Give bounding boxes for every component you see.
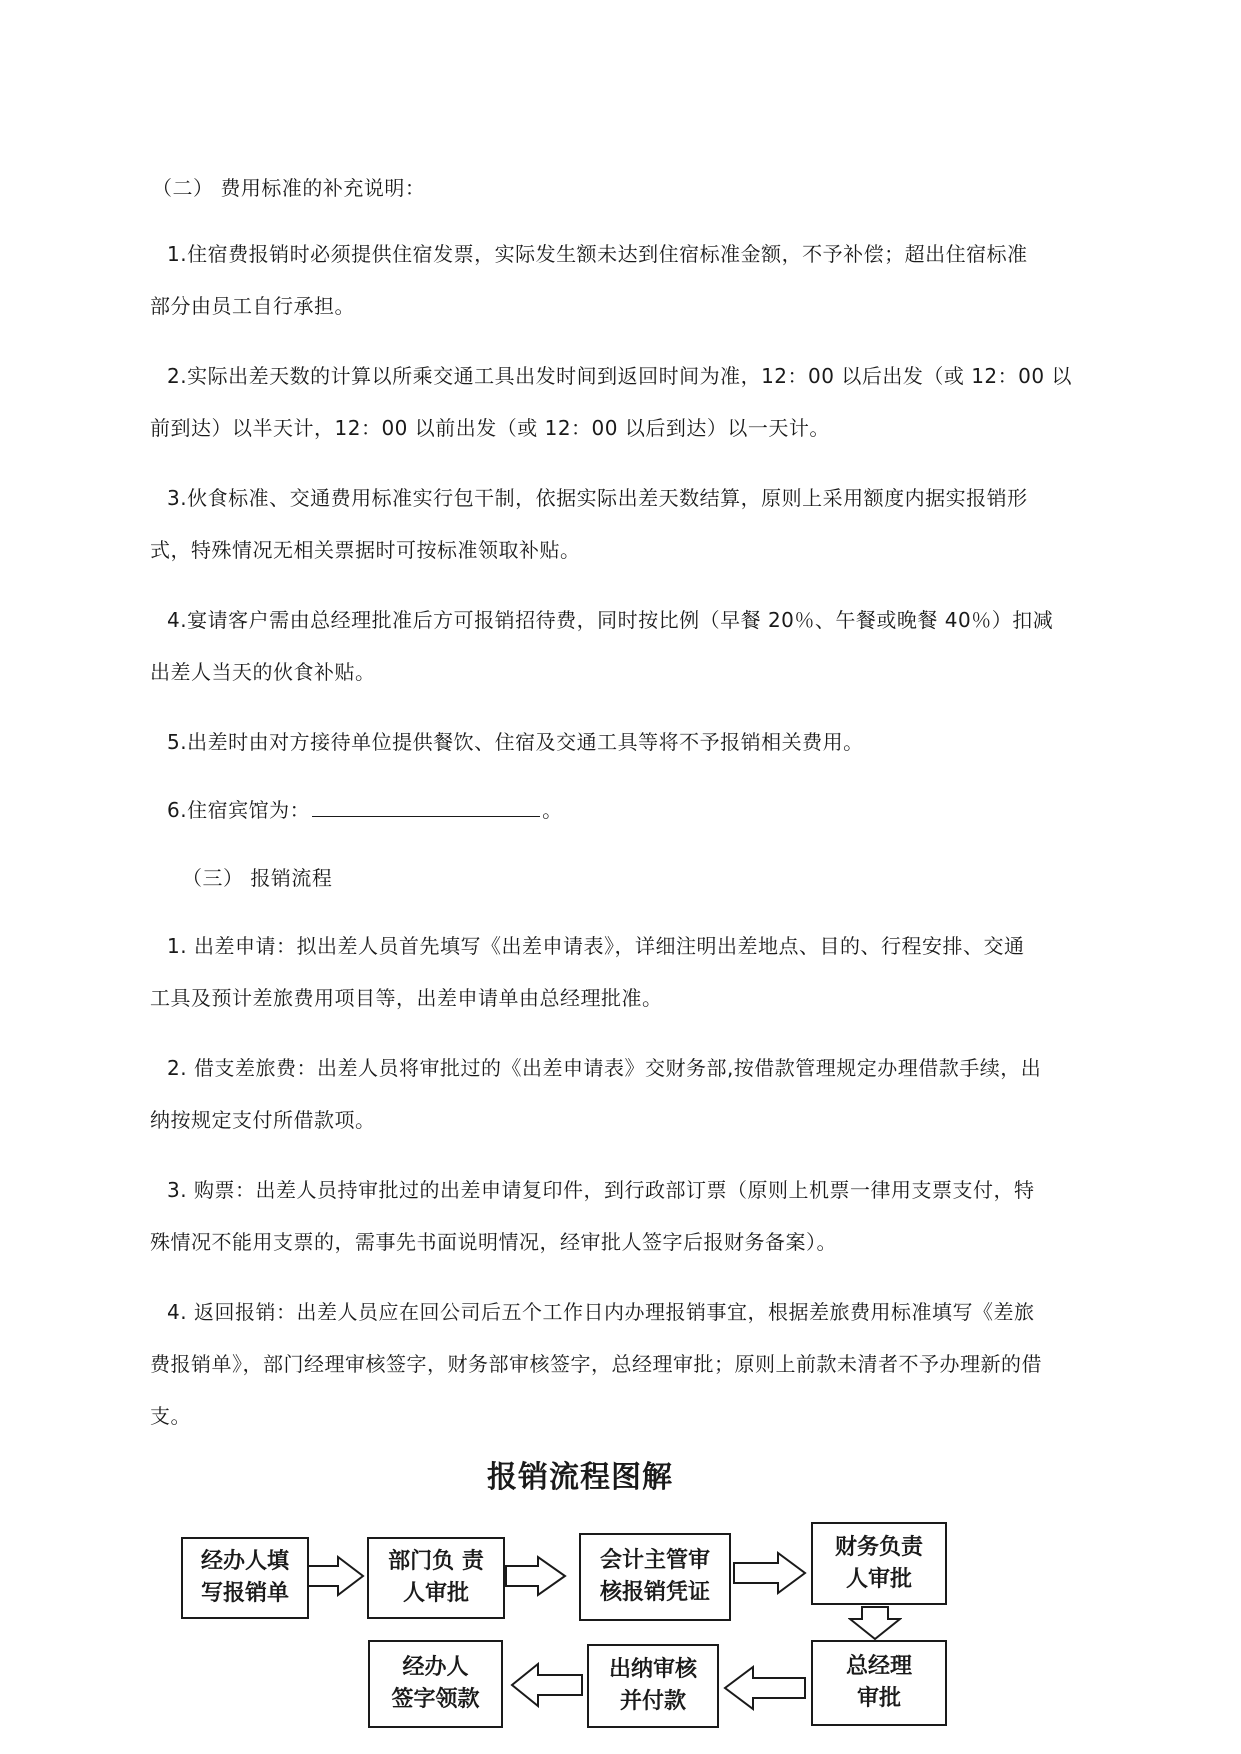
item-3-line-2: 式，特殊情况无相关票据时可按标准领取补贴。 [150,538,581,562]
section-3-heading: （三） 报销流程 [182,866,333,890]
flow-item-3-line-2: 殊情况不能用支票的，需事先书面说明情况，经审批人签字后报财务备案）。 [150,1230,837,1254]
item-2-line-1: 2.实际出差天数的计算以所乘交通工具出发时间到返回时间为准，12：00 以后出发（或 12：00 以 [167,364,1072,388]
flow-item-3-line-1: 3. 购票：出差人员持审批过的出差申请复印件，到行政部订票（原则上机票一律用支票支付，特 [167,1178,1035,1202]
flow-item-4-line-2: 费报销单》，部门经理审核签字，财务部审核签字，总经理审批；原则上前款未清者不予办理新的借 [150,1352,1042,1376]
step-dept-head-approve [367,1537,505,1619]
arrow-right-icon [732,1551,808,1595]
step-accounting-review [579,1533,731,1621]
item-6-line [167,796,563,824]
item-4-line-1: 4.宴请客户需由总经理批准后方可报销招待费，同时按比例（早餐 20％、午餐或晚餐 40％）扣减 [167,608,1054,632]
section-2-heading: （二） 费用标准的补充说明： [152,176,426,200]
flow-item-2-line-2: 纳按规定支付所借款项。 [150,1108,376,1132]
step-label: 部门负 责 人审批 [388,1549,484,1606]
arrow-right-icon [504,1555,568,1597]
step-applicant-receive [368,1640,503,1728]
flowchart-title: 报销流程图解 [487,1460,673,1495]
flow-item-4-line-1: 4. 返回报销：出差人员应在回公司后五个工作日内办理报销事宜，根据差旅费用标准填写《差旅 [167,1300,1035,1324]
item-2-line-2: 前到达）以半天计，12：00 以前出发（或 12：00 以后到达）以一天计。 [150,416,830,440]
arrow-right-icon [306,1555,366,1597]
step-general-manager-approve [811,1640,947,1726]
step-label: 出纳审核 并付款 [608,1657,697,1714]
item-6-suffix: 。 [542,798,563,822]
item-4-line-2: 出差人当天的伙食补贴。 [150,660,376,684]
item-1-line-2: 部分由员工自行承担。 [150,294,355,318]
item-5-line-1: 5.出差时由对方接待单位提供餐饮、住宿及交通工具等将不予报销相关费用。 [167,730,864,754]
item-6-prefix: 6.住宿宾馆为： [167,798,311,822]
step-label: 财务负责 人审批 [834,1534,923,1592]
flow-item-1-line-1: 1. 出差申请：拟出差人员首先填写《出差申请表》，详细注明出差地点、目的、行程安排、交通 [167,934,1025,958]
step-finance-head-approve [811,1522,947,1605]
hotel-blank-line [312,796,540,817]
step-applicant-fill-form [181,1537,309,1619]
item-1-line-1: 1.住宿费报销时必须提供住宿发票，实际发生额未达到住宿标准金额，不予补偿；超出住宿标准 [167,242,1028,266]
step-label: 总经理 审批 [845,1654,912,1711]
flow-item-4-line-3: 支。 [150,1404,191,1428]
arrow-left-icon [510,1662,584,1708]
arrow-down-icon [848,1605,902,1641]
arrow-left-icon [723,1665,807,1711]
step-label: 经办人 签字领款 [391,1655,480,1712]
step-label: 会计主管审 核报销凭证 [599,1548,710,1605]
item-3-line-1: 3.伙食标准、交通费用标准实行包干制，依据实际出差天数结算，原则上采用额度内据实报销形 [167,486,1028,510]
step-cashier-pay [587,1644,719,1728]
step-label: 经办人填 写报销单 [200,1549,289,1606]
flow-item-2-line-1: 2. 借支差旅费：出差人员将审批过的《出差申请表》交财务部,按借款管理规定办理借款手续，出 [167,1056,1042,1080]
flow-item-1-line-2: 工具及预计差旅费用项目等，出差申请单由总经理批准。 [150,986,663,1010]
